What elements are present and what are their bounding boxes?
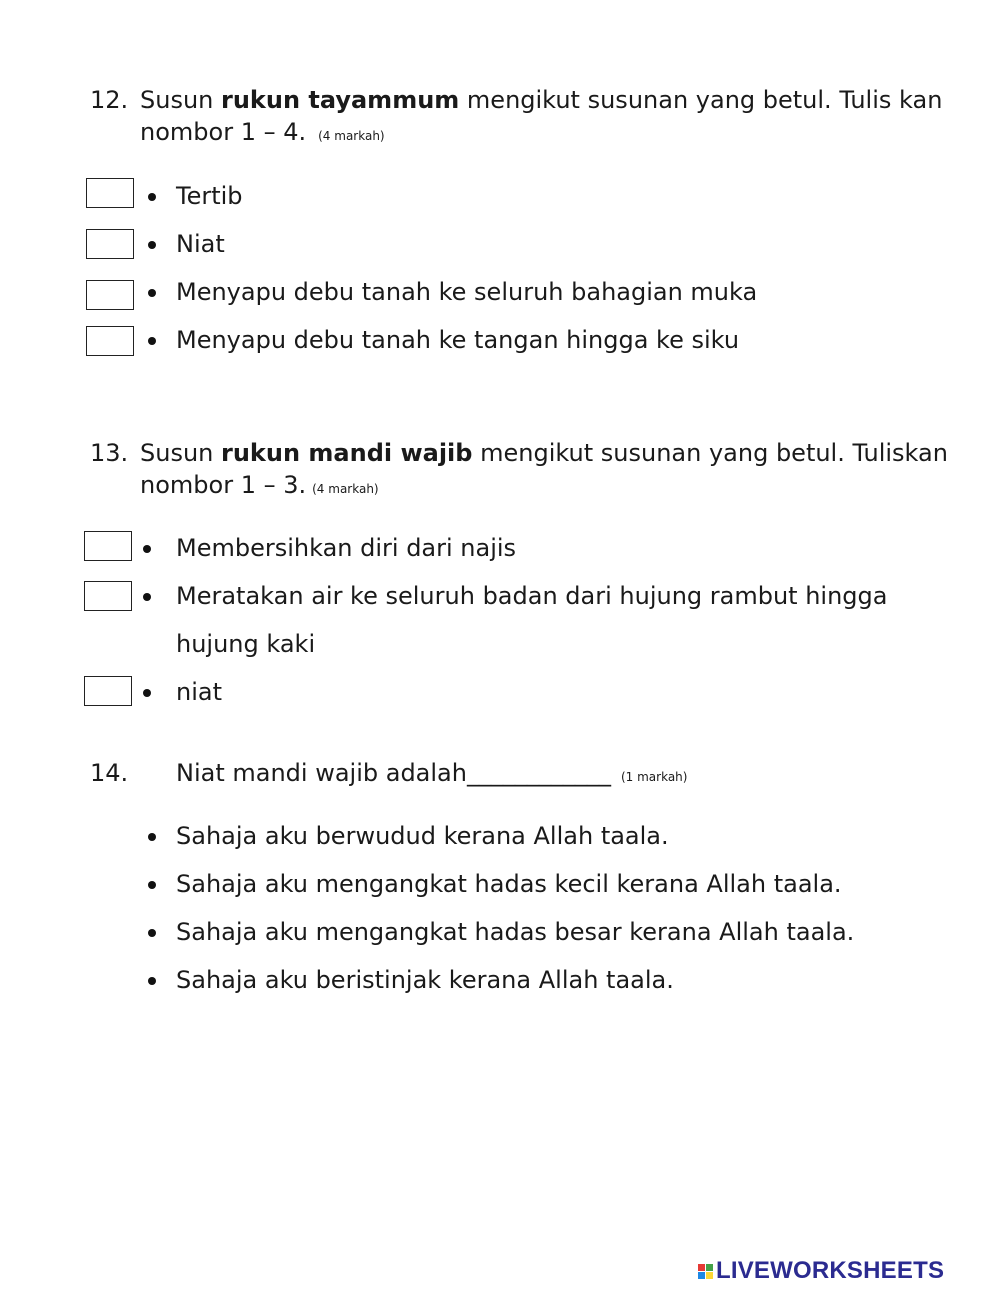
- q13-prompt: [140, 441, 948, 465]
- bullet-icon: [148, 833, 156, 841]
- q12-item-3: Menyapu debu tanah ke seluruh bahagian muka: [176, 278, 758, 306]
- q12-answer-box-1[interactable]: [86, 178, 134, 208]
- q12-item-2: Niat: [176, 230, 225, 258]
- logo-text: LIVEWORKSHEETS: [716, 1257, 945, 1284]
- q13-marks: (4 markah): [312, 482, 379, 496]
- q14-number: 14.: [90, 759, 129, 787]
- bullet-icon: [148, 289, 156, 297]
- logo-squares-icon: [698, 1264, 713, 1279]
- q14-marks: (1 markah): [620, 770, 688, 784]
- bullet-icon: [148, 193, 156, 201]
- q13-item-3: niat: [176, 678, 222, 706]
- q13-item-1: Membersihkan diri dari najis: [176, 534, 517, 562]
- q12-item-1: Tertib: [176, 182, 243, 210]
- q12-prompt: [140, 88, 942, 112]
- q13-item-2-continued: hujung kaki: [176, 630, 316, 658]
- q13-line2: nombor 1 – 3.: [140, 471, 307, 499]
- q12-answer-box-2[interactable]: [86, 229, 134, 259]
- bullet-icon: [148, 881, 156, 889]
- q14-option-2[interactable]: Sahaja aku mengangkat hadas kecil kerana Allah taala.: [176, 870, 842, 898]
- q13-number: 13.: [90, 439, 129, 467]
- q13-prompt-line2: [140, 473, 379, 497]
- q12-marks: (4 markah): [318, 129, 385, 143]
- q13-prefix: Susun: [140, 439, 221, 467]
- q13-answer-box-3[interactable]: [84, 676, 132, 706]
- q12-suffix: mengikut susunan yang betul. Tulis kan: [459, 86, 943, 114]
- q13-suffix: mengikut susunan yang betul. Tuliskan: [472, 439, 948, 467]
- q13-item-2: Meratakan air ke seluruh badan dari hujung rambut hingga: [176, 582, 888, 610]
- bullet-icon: [148, 241, 156, 249]
- q12-prefix: Susun: [140, 86, 221, 114]
- bullet-icon: [148, 977, 156, 985]
- q13-answer-box-2[interactable]: [84, 581, 132, 611]
- liveworksheets-logo[interactable]: [698, 1259, 944, 1283]
- q14-option-3[interactable]: Sahaja aku mengangkat hadas besar kerana Allah taala.: [176, 918, 855, 946]
- q12-answer-box-3[interactable]: [86, 280, 134, 310]
- q12-item-4: Menyapu debu tanah ke tangan hingga ke siku: [176, 326, 740, 354]
- q13-bold-term: rukun mandi wajib: [221, 439, 473, 467]
- q12-prompt-line2: [140, 120, 385, 144]
- bullet-icon: [143, 689, 151, 697]
- bullet-icon: [143, 593, 151, 601]
- q12-line2: nombor 1 – 4.: [140, 118, 307, 146]
- q14-text: Niat mandi wajib adalah____________: [176, 759, 611, 787]
- bullet-icon: [148, 929, 156, 937]
- bullet-icon: [148, 337, 156, 345]
- q12-bold-term: rukun tayammum: [221, 86, 460, 114]
- q13-answer-box-1[interactable]: [84, 531, 132, 561]
- q12-answer-box-4[interactable]: [86, 326, 134, 356]
- q14-option-1[interactable]: Sahaja aku berwudud kerana Allah taala.: [176, 822, 669, 850]
- bullet-icon: [143, 545, 151, 553]
- q14-prompt: [176, 761, 687, 785]
- q14-option-4[interactable]: Sahaja aku beristinjak kerana Allah taala.: [176, 966, 674, 994]
- q12-number: 12.: [90, 86, 129, 114]
